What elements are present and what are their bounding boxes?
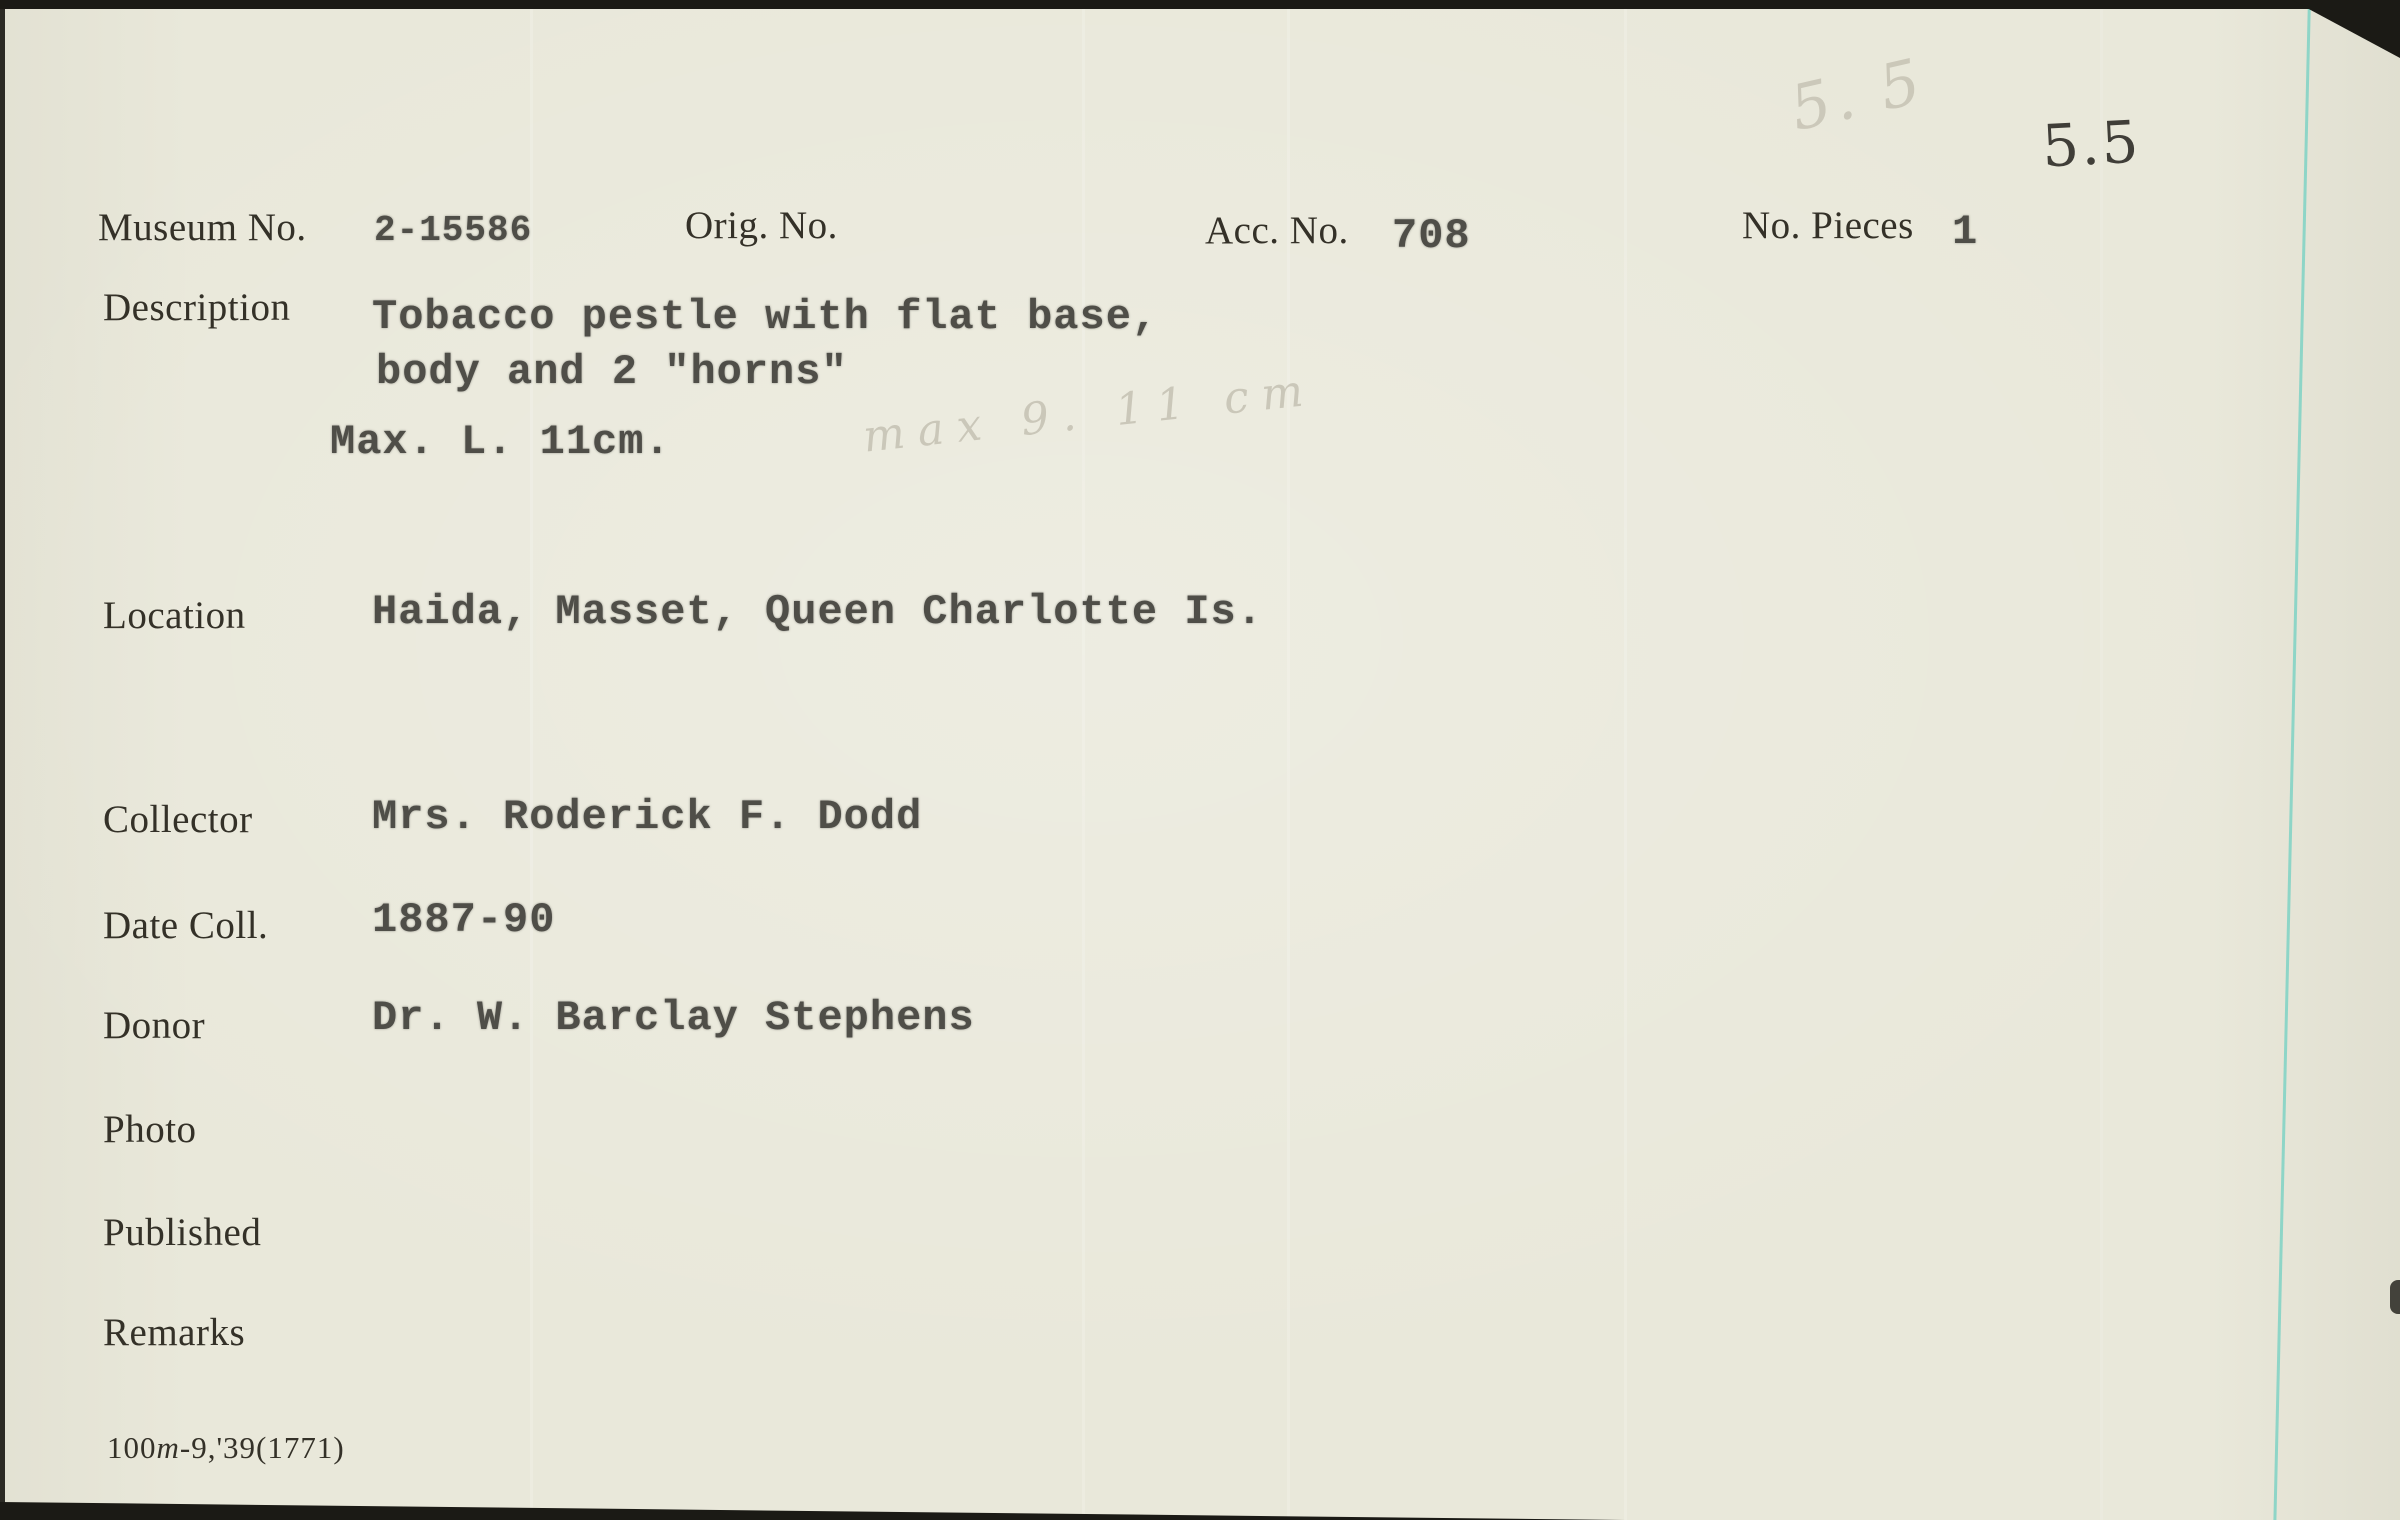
scan-edge-top [0, 0, 2400, 9]
description-label: Description [103, 286, 291, 329]
date-coll-value: 1887-90 [372, 896, 556, 944]
acc-no-value: 708 [1392, 212, 1471, 260]
paper-streak [2100, 0, 2103, 1520]
collector-label: Collector [103, 798, 253, 841]
description-max-length: Max. L. 11cm. [330, 418, 671, 466]
photo-label: Photo [103, 1108, 197, 1151]
scan-edge-blotch [2390, 1280, 2400, 1314]
scan-edge-left [0, 0, 5, 1520]
no-pieces-value: 1 [1952, 208, 1979, 256]
published-label: Published [103, 1211, 262, 1254]
pencil-number-annotation: 5. 5 [1783, 43, 1931, 146]
remarks-label: Remarks [103, 1311, 246, 1354]
acc-no-label: Acc. No. [1205, 209, 1349, 252]
card-stock-code-m: m [156, 1430, 180, 1465]
scan-edge-bottom [0, 1498, 2400, 1520]
card-stock-code [107, 1430, 345, 1466]
paper-streak [1624, 0, 1627, 1520]
location-label: Location [103, 594, 246, 637]
donor-label: Donor [103, 1004, 206, 1047]
pencil-measurement-annotation: max 9. 11 cm [860, 364, 1319, 463]
paper-streak [1082, 0, 1085, 1520]
card-stock-code-suffix: -9,'39(1771) [179, 1430, 345, 1465]
orig-no-label: Orig. No. [685, 204, 838, 247]
description-line-2: body and 2 "horns" [376, 348, 848, 396]
no-pieces-label: No. Pieces [1742, 204, 1914, 247]
museum-no-value: 2-15586 [374, 210, 533, 251]
handwritten-number-annotation: 5.5 [2040, 107, 2142, 181]
museum-no-label: Museum No. [98, 206, 307, 249]
card-ruled-line [2273, 0, 2311, 1520]
collector-value: Mrs. Roderick F. Dodd [372, 793, 923, 841]
date-coll-label: Date Coll. [103, 904, 269, 947]
description-line-1: Tobacco pestle with flat base, [372, 293, 1159, 341]
donor-value: Dr. W. Barclay Stephens [372, 994, 975, 1042]
location-value: Haida, Masset, Queen Charlotte Is. [372, 588, 1263, 636]
card-stock-code-prefix: 100 [107, 1430, 157, 1465]
